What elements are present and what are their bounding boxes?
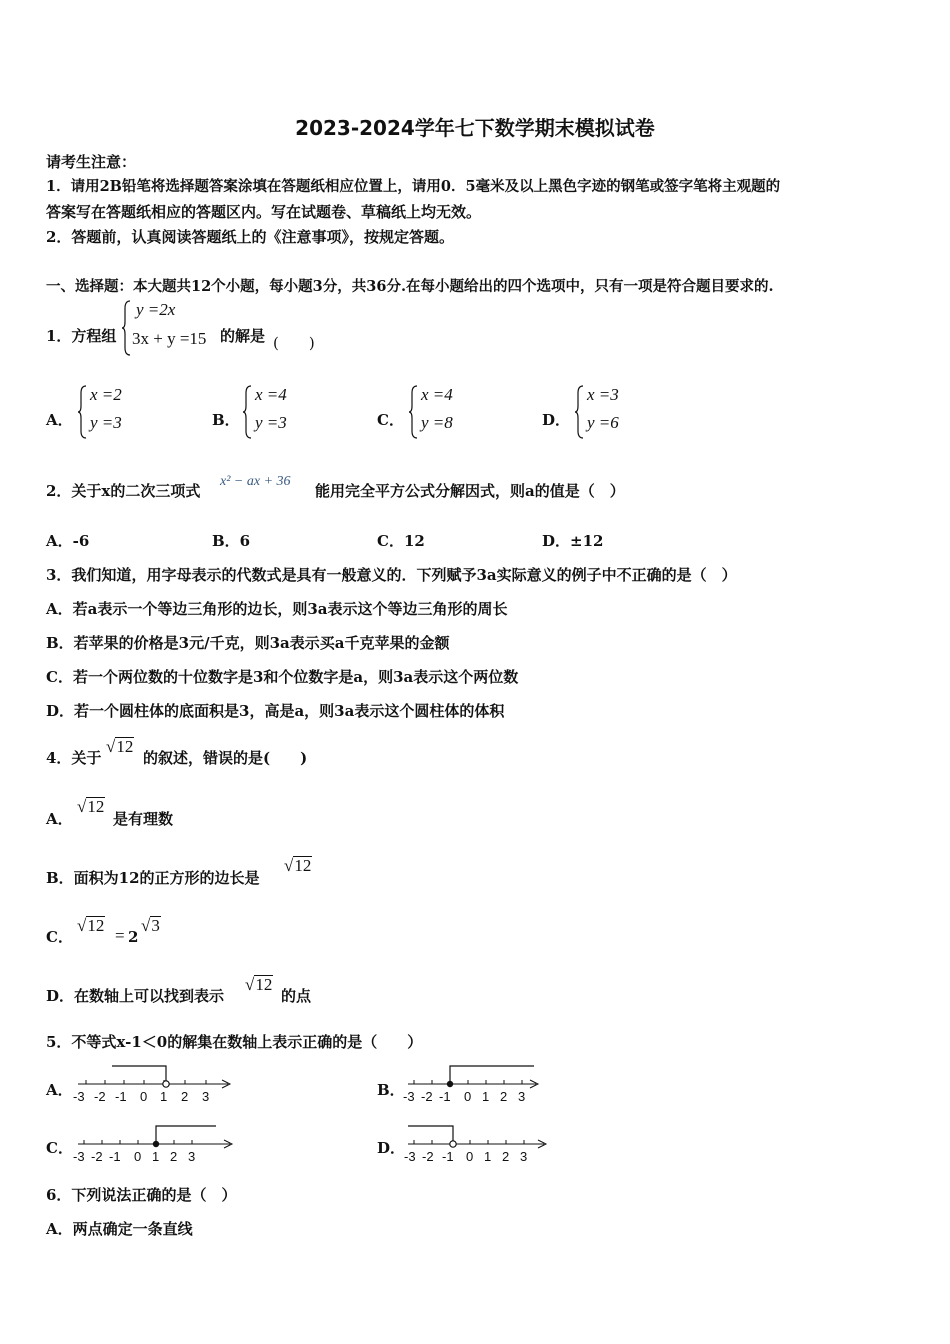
number-line-graphic [400, 1060, 550, 1106]
q3-stem: 3．我们知道，用字母表示的代数式是具有一般意义的．下列赋予3a实际意义的例子中不正确的是（ ） [46, 566, 737, 584]
q5-option-c-number-line [70, 1120, 240, 1166]
q5-option-b-number-line [400, 1060, 550, 1106]
tick-label: 0 [466, 1149, 474, 1164]
q1-answer-paren: ( ) [273, 334, 315, 352]
brace-icon [78, 385, 88, 439]
q1-option-d-line-2: y =6 [587, 413, 619, 432]
notice-line-2: 2．答题前，认真阅读答题纸上的《注意事项》，按规定答题。 [46, 228, 454, 246]
tick-label: 1 [484, 1149, 492, 1164]
tick-label: 0 [464, 1089, 472, 1104]
q4-option-a-label: A． [46, 810, 73, 828]
q4-option-b-sqrt: √12 [284, 856, 312, 875]
q2-prefix: 2．关于x的二次三项式 [46, 482, 201, 500]
q1-suffix: 的解是 [220, 327, 266, 345]
tick-label: -3 [73, 1149, 85, 1164]
section-heading: 一、选择题：本大题共12个小题，每小题3分，共36分.在每小题给出的四个选项中，只有一项是符合题目要求的. [46, 278, 774, 295]
tick-label: -2 [91, 1149, 103, 1164]
brace-icon [122, 300, 132, 356]
brace-icon [575, 385, 585, 439]
q1-eq-2: 3x + y =15 [132, 329, 207, 348]
number-line-graphic [70, 1060, 240, 1106]
notice-heading: 请考生注意： [46, 153, 137, 171]
q6-stem: 6．下列说法正确的是（ ） [46, 1186, 237, 1204]
q6-option-a: A．两点确定一条直线 [46, 1220, 193, 1238]
q4-option-c-label: C． [46, 928, 73, 946]
brace-icon [409, 385, 419, 439]
q5-option-a-label: A． [46, 1081, 73, 1099]
tick-label: -2 [422, 1149, 434, 1164]
q4-option-c-equals: = [115, 926, 125, 945]
q4-radicand: 12 [116, 737, 134, 756]
q4-option-c-radicand: 12 [87, 916, 105, 935]
tick-label: -3 [404, 1149, 416, 1164]
q4-option-c-coefficient: 2 [128, 928, 139, 946]
q4-option-d-suffix: 的点 [281, 987, 312, 1005]
q2-option-b: B．6 [212, 532, 251, 550]
q2-suffix: 能用完全平方公式分解因式，则a的值是（ ） [315, 482, 625, 500]
tick-label: 1 [482, 1089, 490, 1104]
q4-option-b-radicand: 12 [294, 856, 312, 875]
tick-label: -1 [115, 1089, 127, 1104]
q2-expression: x² − ax + 36 [220, 474, 291, 489]
q1-option-c-line-2: y =8 [421, 413, 453, 432]
tick-label: 1 [160, 1089, 168, 1104]
tick-label: 3 [202, 1089, 210, 1104]
brace-icon [243, 385, 253, 439]
q1-option-a-label: A． [46, 411, 73, 429]
q2-option-a: A．-6 [46, 532, 90, 550]
page-title: 2023-2024学年七下数学期末模拟试卷 [295, 116, 655, 140]
tick-label: 0 [140, 1089, 148, 1104]
tick-label: 2 [170, 1149, 178, 1164]
tick-label: -3 [73, 1089, 85, 1104]
q4-option-c-sqrt-12: √12 [77, 916, 105, 935]
tick-label: 2 [181, 1089, 189, 1104]
q1-option-b-line-2: y =3 [255, 413, 287, 432]
q1-option-d-label: D． [542, 411, 571, 429]
q4-sqrt-12: √12 [106, 737, 134, 756]
q4-option-b-text: B．面积为12的正方形的边长是 [46, 869, 260, 887]
tick-label: 2 [500, 1089, 508, 1104]
tick-label: 2 [502, 1149, 510, 1164]
q1-option-c-line-1: x =4 [421, 385, 453, 404]
q1-option-a [78, 383, 148, 439]
tick-label: -2 [94, 1089, 106, 1104]
tick-label: -1 [442, 1149, 454, 1164]
q4-option-a-sqrt: √12 [77, 797, 105, 816]
q1-option-b-label: B． [212, 411, 240, 429]
q1-prefix: 1．方程组 [46, 327, 117, 345]
notice-line-1: 1．请用2B铅笔将选择题答案涂填在答题纸相应位置上，请用0．5毫米及以上黑色字迹的钢笔或签字笔将主观题的 [46, 178, 781, 195]
q1-option-b-line-1: x =4 [255, 385, 287, 404]
q5-option-d-label: D． [377, 1139, 406, 1157]
tick-label: 3 [518, 1089, 526, 1104]
tick-label: -3 [403, 1089, 415, 1104]
number-line-graphic [70, 1120, 240, 1166]
q4-prefix: 4．关于 [46, 749, 102, 767]
q4-option-a-text: 是有理数 [113, 810, 174, 828]
q4-option-d-text: D．在数轴上可以找到表示 [46, 987, 225, 1005]
q5-option-c-label: C． [46, 1139, 73, 1157]
q4-option-c-radicand-3: 3 [151, 916, 160, 935]
q4-option-c-sqrt-3: √3 [141, 916, 160, 935]
tick-label: -2 [421, 1089, 433, 1104]
q1-option-b [243, 383, 313, 439]
number-line-graphic [400, 1120, 552, 1166]
q1-option-d-line-1: x =3 [587, 385, 619, 404]
q1-option-c [409, 383, 479, 439]
q5-option-d-number-line [400, 1120, 552, 1166]
tick-label: -1 [439, 1089, 451, 1104]
q5-option-b-label: B． [377, 1081, 405, 1099]
tick-label: 3 [188, 1149, 196, 1164]
q2-option-d: D．±12 [542, 532, 604, 550]
q3-option-b: B．若苹果的价格是3元/千克，则3a表示买a千克苹果的金额 [46, 634, 450, 652]
tick-label: 3 [520, 1149, 528, 1164]
q2-option-c: C．12 [377, 532, 425, 550]
tick-label: 1 [152, 1149, 160, 1164]
q1-option-d [575, 383, 645, 439]
tick-label: 0 [134, 1149, 142, 1164]
q3-option-c: C．若一个两位数的十位数字是3和个位数字是a，则3a表示这个两位数 [46, 668, 519, 686]
q1-option-a-line-1: x =2 [90, 385, 122, 404]
tick-label: -1 [109, 1149, 121, 1164]
q3-option-a: A．若a表示一个等边三角形的边长，则3a表示这个等边三角形的周长 [46, 600, 508, 618]
q4-option-d-sqrt: √12 [245, 975, 273, 994]
q1-eq-1: y =2x [136, 300, 176, 319]
q4-option-a-radicand: 12 [87, 797, 105, 816]
q3-option-d: D．若一个圆柱体的底面积是3，高是a，则3a表示这个圆柱体的体积 [46, 702, 505, 720]
q1-option-c-label: C． [377, 411, 404, 429]
q4-option-d-radicand: 12 [255, 975, 273, 994]
q5-stem: 5．不等式x-1＜0的解集在数轴上表示正确的是（ ） [46, 1033, 423, 1051]
q4-suffix: 的叙述，错误的是( ) [143, 749, 308, 767]
q5-option-a-number-line [70, 1060, 240, 1106]
q1-option-a-line-2: y =3 [90, 413, 122, 432]
notice-line-1b: 答案写在答题纸相应的答题区内。写在试题卷、草稿纸上均无效。 [46, 203, 482, 221]
q1-equation-system [122, 298, 232, 358]
